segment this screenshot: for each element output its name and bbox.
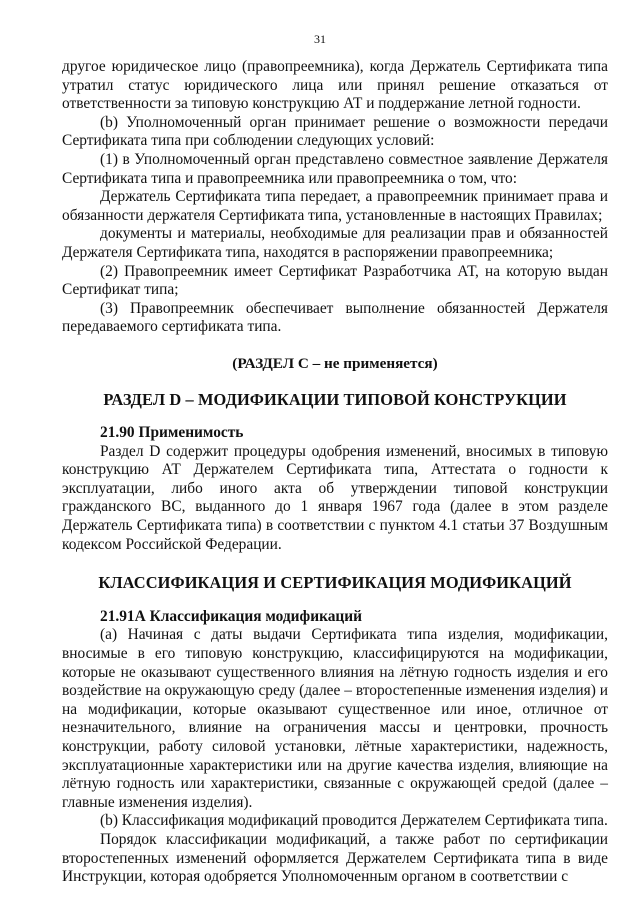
section-c-heading: (РАЗДЕЛ С – не применяется) [232,354,438,372]
paragraph: документы и материалы, необходимые для реализации прав и обязанностей Держателя Сертификата типа, находятся в распоряжении правопреемника; [62,225,608,261]
classification-heading: КЛАССИФИКАЦИЯ И СЕРТИФИКАЦИЯ МОДИФИКАЦИЙ [98,573,572,593]
paragraph: (b) Классификация модификаций проводится Держателем Сертификата типа. [100,812,608,830]
paragraph: (b) Уполномоченный орган принимает решение о возможности передачи Сертификата типа при соблюдении следующих условий: [62,113,608,150]
paragraph: (1) в Уполномоченный орган представлено совместное заявление Держателя Сертификата типа и правопреемника или правопреемника о том, что: [62,150,608,187]
paragraph: Держатель Сертификата типа передает, а правопреемник принимает права и обязанности держателя Сертификата типа, установленные в настоящих Правилах; [62,188,608,224]
paragraph: (а) Начиная с даты выдачи Сертификата типа изделия, модификации, вносимые в его типовую конструкцию, классифицируются на модификации, которые не оказывают существенного влияния на лётную годность изделия и его воздействие на окружающую среду (далее – второстепенные изменения изделия) и на модификации, которые оказывают существенное или иное, отличное от незначительного, влияние на ограничения массы и центровки, прочность конструкции, работу силовой установки, лётные характеристики, надежность, эксплуатационные характеристики или на другие качества изделия, влияющие на лётную годность или характеристики, связанные с окружающей средой (далее – главные изменения изделия). [62,626,608,811]
paragraph: Порядок классификации модификаций, а также работ по сертификации второстепенных изменений оформляется Держателем Сертификата типа в виде Инструкции, которая одобряется Уполномоченным органом в соответствии с [62,830,608,886]
page-number: 31 [314,32,326,46]
paragraph: (3) Правопреемник обеспечивает выполнение обязанностей Держателя передаваемого сертификата типа. [62,299,608,336]
subsection-title-21-91a: 21.91А Классификация модификаций [100,607,363,625]
paragraph: (2) Правопреемник имеет Сертификат Разработчика АТ, на которую выдан Сертификат типа; [62,262,608,299]
page-body [62,58,608,887]
paragraph: Раздел D содержит процедуры одобрения изменений, вносимых в типовую конструкцию АТ Держателем Сертификата типа, Аттестата о годности к эксплуатации, либо иного акта об утверждении типовой конструкции гражданского ВС, выданного до 1 января 1967 года (далее в этом разделе Держатель Сертификата типа) в соответствии с пунктом 4.1 статьи 37 Воздушным кодексом Российской Федерации. [62,442,608,553]
subsection-title-21-90: 21.90 Применимость [100,424,244,442]
paragraph: другое юридическое лицо (правопреемника), когда Держатель Сертификата типа утратил статус юридического лица или принял решение отказаться от ответственности за типовую конструкцию АТ и поддержание летной годности. [62,58,608,113]
section-d-heading: РАЗДЕЛ D – МОДИФИКАЦИИ ТИПОВОЙ КОНСТРУКЦИИ [103,389,567,409]
